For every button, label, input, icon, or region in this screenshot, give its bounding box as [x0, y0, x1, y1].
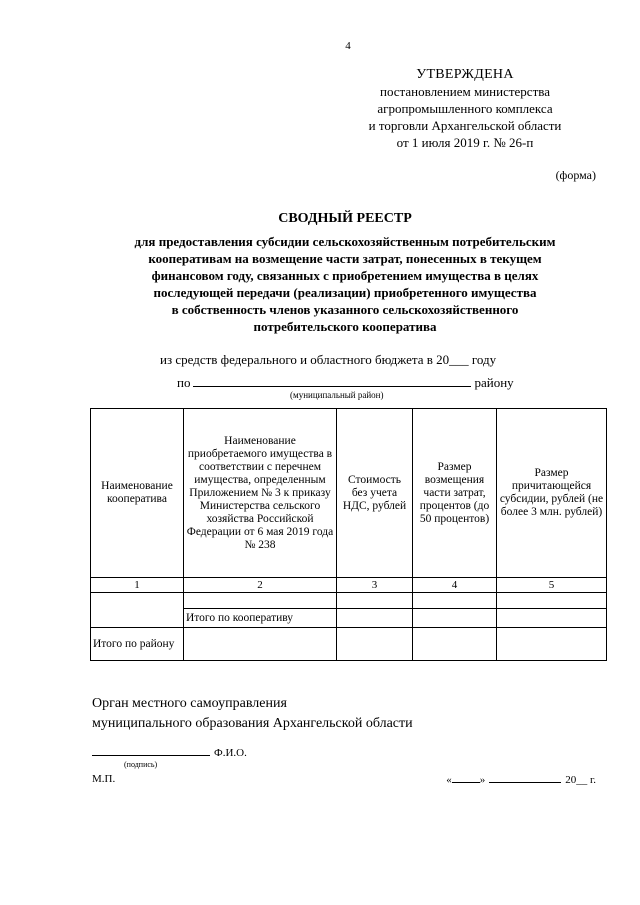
date-year: 20__ г.	[565, 774, 596, 786]
organ-line: муниципального образования Архангельской области	[92, 716, 413, 731]
approval-block	[330, 66, 600, 151]
day-blank[interactable]	[452, 773, 480, 783]
approval-line: постановлением министерства	[379, 84, 550, 99]
funds-line: из средств федерального и областного бюджета в 20___ году	[160, 352, 497, 367]
district-prefix: по	[177, 375, 191, 390]
percent-cell[interactable]	[413, 628, 497, 661]
cost-cell[interactable]	[337, 609, 413, 628]
approval-line: и торговли Архангельской области	[368, 118, 562, 133]
heading-line: последующей передачи (реализации) приобретенного имущества	[153, 285, 537, 300]
table-row	[91, 593, 607, 609]
district-total-row	[91, 628, 607, 661]
stamp-label: М.П.	[92, 773, 116, 785]
organ-block	[92, 694, 413, 734]
heading-line: для предоставления субсидии сельскохозяйственным потребительским	[134, 234, 556, 249]
cost-cell[interactable]	[337, 628, 413, 661]
subsidy-cell[interactable]	[497, 628, 607, 661]
document-title: СВОДНЫЙ РЕЕСТР	[278, 211, 412, 226]
heading-line: кооперативам на возмещение части затрат, понесенных в текущем	[148, 251, 542, 266]
approval-title: УТВЕРЖДЕНА	[416, 67, 514, 82]
property-cell[interactable]	[184, 628, 337, 661]
property-cell[interactable]	[184, 593, 337, 609]
percent-cell[interactable]	[413, 609, 497, 628]
coop-total-label: Итого по кооперативу	[184, 609, 337, 628]
district-line	[177, 374, 514, 391]
fio-label: Ф.И.О.	[214, 747, 247, 759]
document-heading	[80, 210, 610, 335]
header-cell: Размер причитающейся субсидии, рублей (не более 3 млн. рублей)	[497, 409, 607, 578]
subsidy-cell[interactable]	[497, 593, 607, 609]
column-number-row	[91, 578, 607, 593]
header-cell: Размер возмещения части затрат, процентов (до 50 процентов)	[413, 409, 497, 578]
district-total-label: Итого по району	[91, 628, 184, 661]
date-open-quote: «	[446, 774, 452, 786]
coop-name-cell[interactable]	[91, 593, 184, 628]
date-close-quote: »	[479, 774, 486, 786]
district-suffix: району	[474, 375, 514, 390]
column-number: 4	[413, 578, 497, 593]
header-cell: Наименование кооператива	[91, 409, 184, 578]
signature-blank[interactable]	[92, 745, 210, 756]
heading-line: потребительского кооператива	[253, 319, 437, 334]
column-number: 1	[91, 578, 184, 593]
table-header-row	[91, 409, 607, 578]
subsidy-cell[interactable]	[497, 609, 607, 628]
percent-cell[interactable]	[413, 593, 497, 609]
column-number: 5	[497, 578, 607, 593]
heading-line: в собственность членов указанного сельскохозяйственного	[171, 302, 519, 317]
signature-hint: (подпись)	[124, 760, 158, 769]
date-line	[446, 773, 596, 786]
organ-line: Орган местного самоуправления	[92, 696, 287, 711]
district-blank[interactable]	[193, 374, 471, 387]
signature-line	[92, 745, 247, 759]
column-number: 2	[184, 578, 337, 593]
column-number: 3	[337, 578, 413, 593]
approval-line: от 1 июля 2019 г. № 26-п	[396, 135, 534, 150]
heading-line: финансовом году, связанных с приобретением имущества в целях	[151, 268, 539, 283]
header-cell: Наименование приобретаемого имущества в соответствии с перечнем имущества, определенным Приложением № 3 к приказу Министерства сельского хозяйства Российской Федерации от 6 мая 2019 года № 238	[184, 409, 337, 578]
month-blank[interactable]	[489, 773, 561, 783]
approval-line: агропромышленного комплекса	[377, 101, 553, 116]
district-hint: (муниципальный район)	[290, 390, 384, 400]
form-label: (форма)	[555, 168, 596, 182]
cost-cell[interactable]	[337, 593, 413, 609]
header-cell: Стоимость без учета НДС, рублей	[337, 409, 413, 578]
page-number: 4	[345, 40, 351, 52]
register-table	[90, 408, 607, 661]
